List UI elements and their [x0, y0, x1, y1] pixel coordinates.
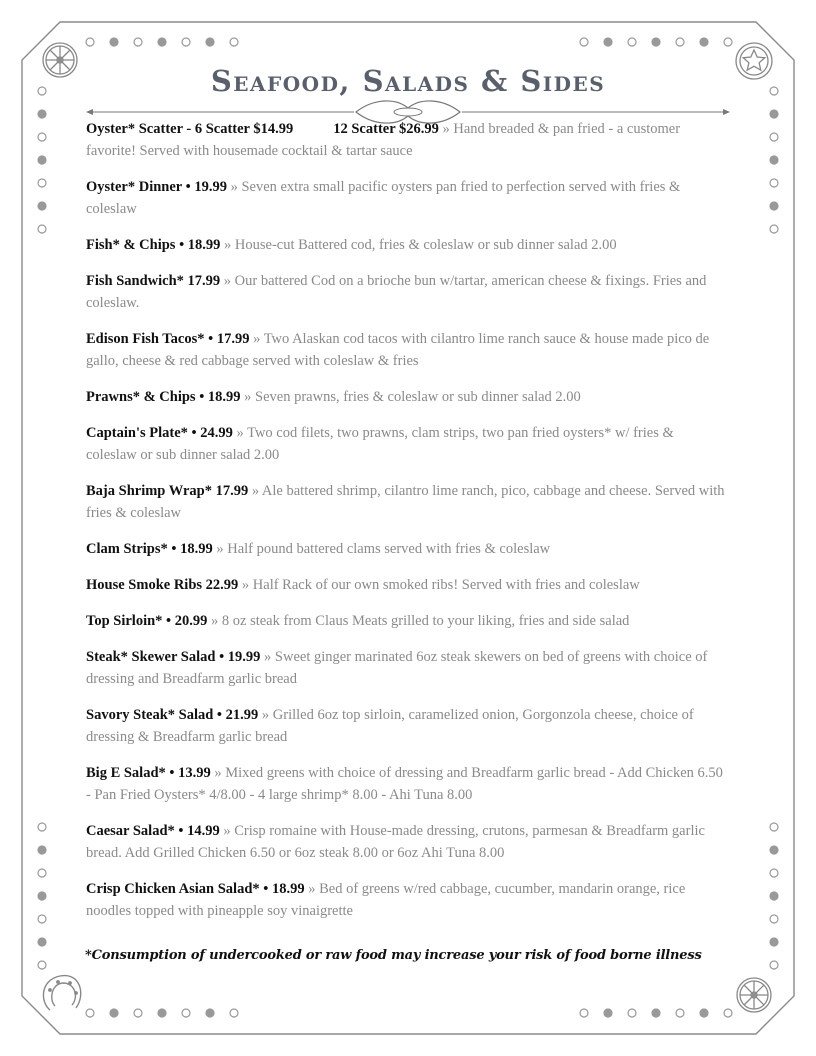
- menu-item: [86, 878, 726, 922]
- item-price: 19.99: [194, 179, 227, 195]
- menu-item: [86, 820, 726, 864]
- dot-ornament: [700, 1009, 708, 1017]
- item-description: Mixed greens with choice of dressing and Breadfarm garlic bread - Add Chicken 6.50 - Pan Fried Oysters* 4/8.00 - 4 large shrimp* 8.00 - Ahi Tuna 8.00: [86, 765, 723, 803]
- item-description: Two cod filets, two prawns, clam strips, two pan fried oysters* w/ fries & coleslaw or sub dinner salad 2.00: [86, 425, 674, 463]
- dot-ornament: [770, 846, 778, 854]
- menu-item: [86, 118, 726, 162]
- item-description: Grilled 6oz top sirloin, caramelized onion, Gorgonzola cheese, choice of dressing & Breadfarm garlic bread: [86, 707, 694, 745]
- dot-ornament: [38, 110, 46, 118]
- separator: »: [241, 577, 250, 593]
- separator: »: [224, 237, 232, 253]
- dot-ornament: [206, 38, 214, 46]
- separator: »: [251, 483, 260, 499]
- dot-ornament: [770, 156, 778, 164]
- dot-ornament: [770, 823, 778, 831]
- separator: »: [253, 331, 261, 347]
- item-price: 19.99: [227, 649, 261, 665]
- menu-item: [86, 538, 726, 560]
- item-description: Our battered Cod on a brioche bun w/tartar, american cheese & fixings. Fries and coleslaw.: [86, 273, 707, 311]
- item-price-large: 12 Scatter $26.99: [333, 121, 439, 137]
- dot-ornament: [676, 1009, 684, 1017]
- separator: »: [244, 389, 252, 405]
- item-name: Fish Sandwich*: [86, 273, 184, 289]
- item-description: Seven prawns, fries & coleslaw or sub dinner salad 2.00: [255, 389, 581, 405]
- item-price: 14.99: [187, 823, 220, 839]
- item-name: Crisp Chicken Asian Salad* •: [86, 881, 269, 897]
- dot-ornament: [724, 1009, 732, 1017]
- menu-items: [86, 118, 726, 936]
- dot-ornament: [38, 915, 46, 923]
- separator: »: [308, 881, 316, 897]
- dot-ornament: [652, 38, 660, 46]
- item-name: Clam Strips* •: [86, 541, 177, 557]
- item-name: Oyster* Dinner •: [86, 179, 191, 195]
- horseshoe-icon: [43, 976, 80, 1010]
- item-price: 20.99: [174, 613, 208, 629]
- dot-ornament: [770, 869, 778, 877]
- item-price: 22.99: [205, 577, 239, 593]
- menu-item: [86, 234, 726, 256]
- dot-ornament: [38, 156, 46, 164]
- dot-ornament: [38, 846, 46, 854]
- item-name: Savory Steak* Salad •: [86, 707, 223, 723]
- dot-ornament: [604, 1009, 612, 1017]
- dot-ornament: [770, 938, 778, 946]
- menu-item: [86, 328, 726, 372]
- dot-ornament: [724, 38, 732, 46]
- item-name: Fish* & Chips •: [86, 237, 185, 253]
- dot-ornament: [158, 1009, 166, 1017]
- dot-ornament: [230, 1009, 238, 1017]
- dot-ornament: [86, 38, 94, 46]
- item-description: Ale battered shrimp, cilantro lime ranch, pico, cabbage and cheese. Served with fries & coleslaw: [86, 483, 725, 521]
- item-description: Half Rack of our own smoked ribs! Served with fries and coleslaw: [252, 577, 640, 593]
- menu-item: [86, 480, 726, 524]
- item-price: 24.99: [200, 425, 233, 441]
- item-description: Bed of greens w/red cabbage, cucumber, mandarin orange, rice noodles topped with pineapple soy vinaigrette: [86, 881, 686, 919]
- separator: »: [216, 541, 224, 557]
- separator: »: [214, 765, 222, 781]
- dot-ornament: [38, 869, 46, 877]
- dot-ornament: [134, 38, 142, 46]
- item-description: Crisp romaine with House-made dressing, crutons, parmesan & Breadfarm garlic bread. Add Grilled Chicken 6.50 or 6oz steak 8.00 or 6oz Ahi Tuna 8.00: [86, 823, 705, 861]
- dot-ornament: [770, 915, 778, 923]
- dot-ornament: [110, 1009, 118, 1017]
- menu-item: [86, 386, 726, 408]
- wagon-wheel-icon: [737, 978, 771, 1012]
- separator: »: [230, 179, 238, 195]
- dot-ornament: [770, 225, 778, 233]
- dot-ornament: [110, 38, 118, 46]
- item-price: 13.99: [178, 765, 211, 781]
- dot-ornament: [38, 892, 46, 900]
- separator: »: [442, 121, 450, 137]
- item-price: 18.99: [180, 541, 213, 557]
- item-name: Top Sirloin* •: [86, 613, 172, 629]
- dot-ornament: [230, 38, 238, 46]
- dot-ornament: [676, 38, 684, 46]
- item-name: Caesar Salad* •: [86, 823, 184, 839]
- dot-ornament: [38, 179, 46, 187]
- dot-ornament: [604, 38, 612, 46]
- dot-ornament: [38, 133, 46, 141]
- item-price: 17.99: [216, 331, 250, 347]
- item-price: 17.99: [187, 273, 221, 289]
- dot-ornament: [770, 961, 778, 969]
- item-name: Prawns* & Chips •: [86, 389, 205, 405]
- dot-ornament: [134, 1009, 142, 1017]
- item-description: Half pound battered clams served with fries & coleslaw: [227, 541, 551, 557]
- menu-item: [86, 574, 726, 596]
- item-name: Captain's Plate* •: [86, 425, 197, 441]
- item-name: Oyster* Scatter - 6 Scatter $14.99: [86, 121, 294, 137]
- dot-ornament: [770, 133, 778, 141]
- item-price: 17.99: [215, 483, 249, 499]
- separator: »: [236, 425, 244, 441]
- menu-item: [86, 270, 726, 314]
- dot-ornament: [770, 892, 778, 900]
- item-price: 18.99: [187, 237, 221, 253]
- item-name: Baja Shrimp Wrap*: [86, 483, 212, 499]
- menu-item: [86, 422, 726, 466]
- dot-ornament: [38, 961, 46, 969]
- item-description: Sweet ginger marinated 6oz steak skewers on bed of greens with choice of dressing and Breadfarm garlic bread: [86, 649, 708, 687]
- dot-ornament: [770, 202, 778, 210]
- dot-ornament: [700, 38, 708, 46]
- dot-ornament: [158, 38, 166, 46]
- dot-ornament: [770, 179, 778, 187]
- separator: »: [261, 707, 270, 723]
- item-name: Steak* Skewer Salad •: [86, 649, 225, 665]
- footnote: *Consumption of undercooked or raw food may increase your risk of food borne illness: [85, 948, 702, 963]
- dot-ornament: [38, 938, 46, 946]
- item-description: Seven extra small pacific oysters pan fried to perfection served with fries & coleslaw: [86, 179, 681, 217]
- dot-ornament: [580, 1009, 588, 1017]
- dot-ornament: [38, 225, 46, 233]
- page-title: Seafood, Salads & Sides: [210, 64, 606, 98]
- menu-item: [86, 762, 726, 806]
- dot-ornament: [206, 1009, 214, 1017]
- item-price: 18.99: [207, 389, 241, 405]
- item-description: Two Alaskan cod tacos with cilantro lime ranch sauce & house made pico de gallo, cheese & red cabbage served with coleslaw & fries: [86, 331, 710, 369]
- separator: »: [211, 613, 219, 629]
- item-description: House-cut Battered cod, fries & coleslaw or sub dinner salad 2.00: [234, 237, 617, 253]
- menu-item: [86, 610, 726, 632]
- item-price: 18.99: [271, 881, 305, 897]
- separator: »: [223, 823, 231, 839]
- dot-ornament: [628, 1009, 636, 1017]
- separator: »: [223, 273, 232, 289]
- dot-ornament: [38, 823, 46, 831]
- dot-ornament: [182, 1009, 190, 1017]
- item-name: House Smoke Ribs: [86, 577, 203, 593]
- item-name: Edison Fish Tacos* •: [86, 331, 214, 347]
- separator: »: [264, 649, 272, 665]
- dot-ornament: [86, 1009, 94, 1017]
- menu-item: [86, 704, 726, 748]
- dot-ornament: [652, 1009, 660, 1017]
- dot-ornament: [38, 202, 46, 210]
- dot-ornament: [182, 38, 190, 46]
- dot-ornament: [770, 110, 778, 118]
- item-price: 21.99: [225, 707, 259, 723]
- item-description: Hand breaded & pan fried - a customer favorite! Served with housemade cocktail & tartar sauce: [86, 121, 681, 159]
- dot-ornament: [628, 38, 636, 46]
- menu-item: [86, 646, 726, 690]
- item-name: Big E Salad* •: [86, 765, 175, 781]
- item-description: 8 oz steak from Claus Meats grilled to your liking, fries and side salad: [221, 613, 630, 629]
- menu-item: [86, 176, 726, 220]
- dot-ornament: [580, 38, 588, 46]
